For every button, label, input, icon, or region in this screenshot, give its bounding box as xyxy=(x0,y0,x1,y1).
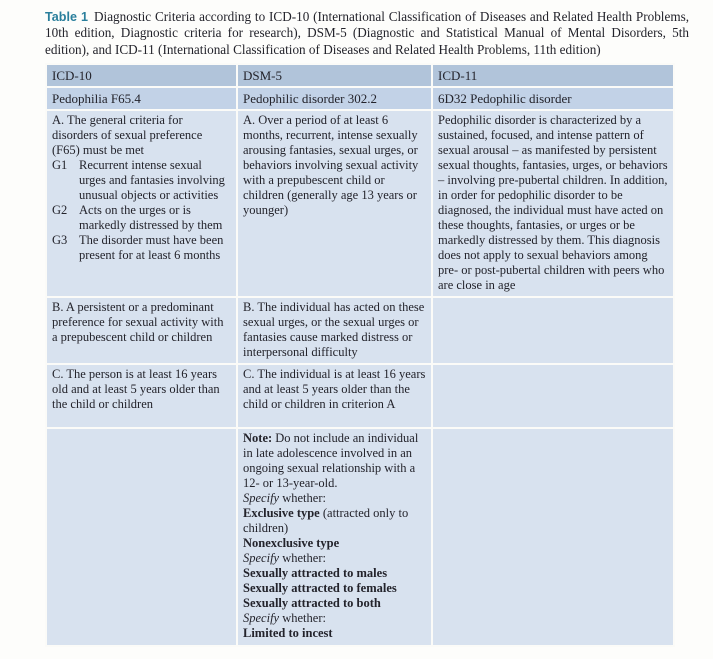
dsm5-attracted-females-line: Sexually attracted to females xyxy=(243,581,397,596)
subheader-dsm5-diagnosis: Pedophilic disorder 302.2 xyxy=(237,87,432,110)
specify-label-3: Specify xyxy=(243,611,280,626)
dsm5-criterion-a-text: A. Over a period of at least 6 months, recurrent, intense sexually arousing fantasies, sexual urges, or behaviors involving sexual activity with a prepubescent child or children (generally age 13 years or younger) xyxy=(243,113,419,218)
g3-text: The disorder must have been present for at least 6 months xyxy=(79,233,224,263)
icd10-criterion-a-intro: A. The general criteria for disorders of sexual preference (F65) must be met xyxy=(52,113,203,158)
cell-icd11-description xyxy=(432,110,674,297)
cell-icd11-specifiers-empty xyxy=(432,428,674,646)
note-text: Do not include an individual in late adolescence involved in an ongoing sexual relationship with a 12- or 13-year-old. xyxy=(243,431,419,491)
g1-text: Recurrent intense sexual urges and fantasies involving unusual objects or activities xyxy=(79,158,225,203)
dsm5-specify-line-1 xyxy=(243,491,426,506)
icd10-criterion-c-text: C. The person is at least 16 years old and at least 5 years older than the child or children xyxy=(52,367,220,412)
dsm5-criterion-b-text: B. The individual has acted on these sexual urges, or the sexual urges or fantasies cause marked distress or interpersonal difficulty xyxy=(243,300,425,360)
table-caption-text: Diagnostic Criteria according to ICD-10 (International Classification of Diseases and Related Health Problems, 10th edition, Diagnostic criteria for research), DSM-5 (Diagnostic and Statistical Manual of Mental Disorders, 5th edition), and ICD-11 (International Classification of Diseases and Related Health Problems, 11th edition) xyxy=(45,9,690,57)
specify-rest-1: whether: xyxy=(279,491,326,506)
column-header-icd11: ICD-11 xyxy=(432,64,674,87)
g2-text: Acts on the urges or is markedly distressed by them xyxy=(79,203,223,233)
specify-rest-3: whether: xyxy=(279,611,326,626)
icd10-criterion-g3 xyxy=(52,233,231,263)
icd11-description-text: Pedophilic disorder is characterized by a sustained, focused, and intense pattern of sexual arousal – as manifested by persistent sexual thoughts, fantasies, urges, or behaviors – involving pre-pubertal children. In addition, in order for pedophilic disorder to be diagnosed, the individual must have acted on these thoughts, fantasies, or urges or be markedly distressed by them. This diagnosis does not apply to sexual behaviors among pre- or post-pubertal children with peers who are close in age xyxy=(438,113,668,293)
dsm5-specify-line-3 xyxy=(243,611,426,626)
column-header-dsm5: DSM-5 xyxy=(237,64,432,87)
dsm5-specify-line-2 xyxy=(243,551,426,566)
cell-dsm5-specifiers xyxy=(237,428,432,646)
icd10-criterion-g1 xyxy=(52,158,231,203)
g1-label: G1 xyxy=(52,158,68,173)
exclusive-type-label: Exclusive type xyxy=(243,506,320,521)
cell-icd10-criterion-c xyxy=(46,364,237,428)
dsm5-limited-incest-line: Limited to incest xyxy=(243,626,333,641)
cell-dsm5-criterion-a xyxy=(237,110,432,297)
criterion-a-row xyxy=(46,110,674,297)
dsm5-criterion-c-text: C. The individual is at least 16 years and at least 5 years older than the child or children in criterion A xyxy=(243,367,426,412)
g2-label: G2 xyxy=(52,203,68,218)
dsm5-attracted-both-line: Sexually attracted to both xyxy=(243,596,381,611)
g3-label: G3 xyxy=(52,233,68,248)
column-header-icd10: ICD-10 xyxy=(46,64,237,87)
exclusive-type-rest: (attracted only to children) xyxy=(243,506,409,536)
cell-dsm5-criterion-c xyxy=(237,364,432,428)
subheader-row xyxy=(46,87,674,110)
note-label: Note: xyxy=(243,431,273,446)
dsm5-exclusive-type-line xyxy=(243,506,426,536)
table-caption xyxy=(45,9,689,58)
specify-label-2: Specify xyxy=(243,551,280,566)
specify-label-1: Specify xyxy=(243,491,280,506)
cell-icd11-criterion-c-empty xyxy=(432,364,674,428)
subheader-icd11-diagnosis: 6D32 Pedophilic disorder xyxy=(432,87,674,110)
cell-icd10-specifiers-empty xyxy=(46,428,237,646)
dsm5-note-line xyxy=(243,431,426,491)
diagnostic-criteria-table xyxy=(45,63,675,647)
cell-dsm5-criterion-b xyxy=(237,297,432,364)
cell-icd10-criterion-b xyxy=(46,297,237,364)
cell-icd10-criterion-a xyxy=(46,110,237,297)
specifiers-row xyxy=(46,428,674,646)
criterion-b-row xyxy=(46,297,674,364)
dsm5-nonexclusive-type-line: Nonexclusive type xyxy=(243,536,340,551)
icd10-criterion-b-text: B. A persistent or a predominant preference for sexual activity with a prepubescent child or children xyxy=(52,300,224,345)
icd10-criterion-g2 xyxy=(52,203,231,233)
criterion-c-row xyxy=(46,364,674,428)
table-caption-label: Table 1 xyxy=(45,10,89,24)
subheader-icd10-diagnosis: Pedophilia F65.4 xyxy=(46,87,237,110)
specify-rest-2: whether: xyxy=(279,551,326,566)
header-row xyxy=(46,64,674,87)
dsm5-attracted-males-line: Sexually attracted to males xyxy=(243,566,388,581)
cell-icd11-criterion-b-empty xyxy=(432,297,674,364)
